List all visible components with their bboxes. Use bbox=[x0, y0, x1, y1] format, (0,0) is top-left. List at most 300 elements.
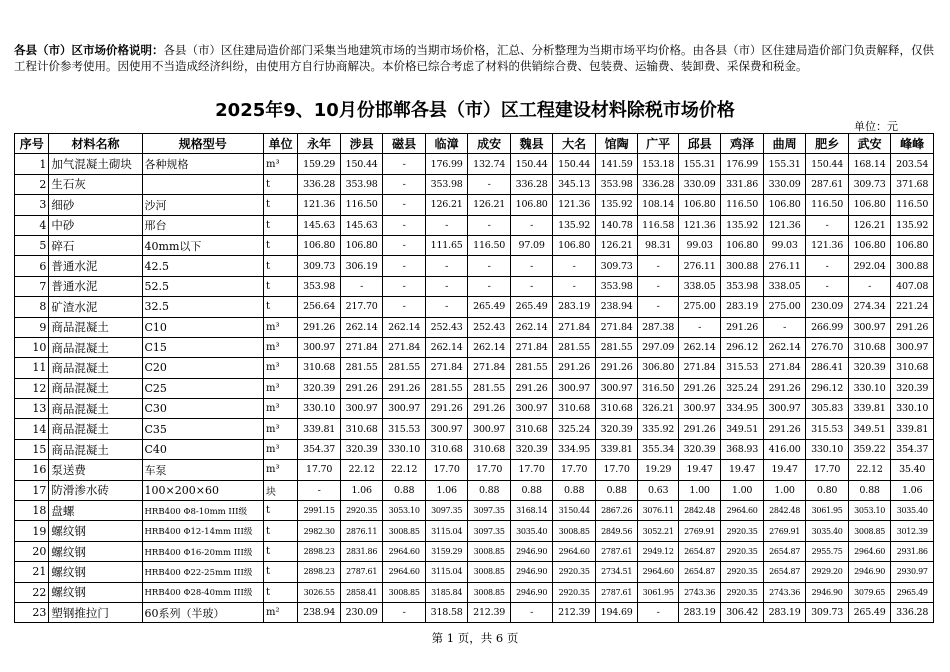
price-cell: 1.00 bbox=[721, 480, 764, 500]
spec-model: C25 bbox=[142, 378, 263, 398]
price-cell: 300.97 bbox=[848, 317, 891, 337]
price-cell: 281.55 bbox=[595, 337, 638, 357]
table-row bbox=[15, 256, 934, 276]
price-cell: 2920.35 bbox=[553, 582, 596, 602]
price-cell: 291.26 bbox=[763, 419, 806, 439]
price-cell: 141.59 bbox=[595, 154, 638, 174]
price-cell: 2842.48 bbox=[678, 501, 721, 521]
price-cell: 310.68 bbox=[340, 419, 383, 439]
price-cell: 116.50 bbox=[721, 195, 764, 215]
price-cell: 1.06 bbox=[891, 480, 934, 500]
price-cell: 339.81 bbox=[595, 439, 638, 459]
price-cell: - bbox=[763, 317, 806, 337]
price-cell: 271.84 bbox=[340, 337, 383, 357]
material-name: 中砂 bbox=[49, 215, 142, 235]
price-cell: 315.53 bbox=[383, 419, 426, 439]
table-row bbox=[15, 378, 934, 398]
unit-label: 单位：元 bbox=[854, 120, 898, 133]
unit-cell: t bbox=[263, 195, 297, 215]
price-cell: 3115.04 bbox=[425, 521, 468, 541]
material-name: 商品混凝土 bbox=[49, 378, 142, 398]
spec-model: C20 bbox=[142, 358, 263, 378]
material-name: 商品混凝土 bbox=[49, 337, 142, 357]
price-cell: - bbox=[468, 174, 511, 194]
price-cell: 291.26 bbox=[763, 378, 806, 398]
price-cell: 2931.86 bbox=[891, 541, 934, 561]
price-cell: 2964.60 bbox=[383, 562, 426, 582]
unit-cell: t bbox=[263, 541, 297, 561]
price-cell: 145.63 bbox=[298, 215, 341, 235]
price-cell: - bbox=[806, 276, 849, 296]
price-cell: 310.68 bbox=[510, 419, 553, 439]
price-cell: 3079.65 bbox=[848, 582, 891, 602]
price-cell: 217.70 bbox=[340, 297, 383, 317]
price-cell: 300.97 bbox=[595, 378, 638, 398]
price-cell: 2920.35 bbox=[553, 562, 596, 582]
price-cell: 3115.04 bbox=[425, 562, 468, 582]
price-cell: 0.88 bbox=[553, 480, 596, 500]
price-cell: 291.26 bbox=[721, 317, 764, 337]
price-cell: 155.31 bbox=[678, 154, 721, 174]
price-cell: 339.81 bbox=[848, 399, 891, 419]
price-cell: - bbox=[383, 174, 426, 194]
table-row bbox=[15, 337, 934, 357]
price-cell: 353.98 bbox=[721, 276, 764, 296]
price-cell: 150.44 bbox=[510, 154, 553, 174]
price-cell: 3035.40 bbox=[891, 501, 934, 521]
price-cell: 116.58 bbox=[638, 215, 678, 235]
material-name: 生石灰 bbox=[49, 174, 142, 194]
price-cell: 300.97 bbox=[678, 399, 721, 419]
spec-model: 60系列（半玻） bbox=[142, 602, 263, 622]
price-cell: 0.88 bbox=[848, 480, 891, 500]
spec-model: HRB400 Φ8-10mm III级 bbox=[142, 501, 263, 521]
price-cell: 0.63 bbox=[638, 480, 678, 500]
table-row bbox=[15, 358, 934, 378]
price-cell: 2946.90 bbox=[510, 582, 553, 602]
price-cell: 297.09 bbox=[638, 337, 678, 357]
price-cell: 2734.51 bbox=[595, 562, 638, 582]
column-header: 材料名称 bbox=[49, 134, 142, 154]
price-cell: - bbox=[468, 256, 511, 276]
material-name: 商品混凝土 bbox=[49, 358, 142, 378]
price-cell: 17.70 bbox=[553, 460, 596, 480]
column-header: 临漳 bbox=[425, 134, 468, 154]
page-title: 2025年9、10月份邯郸各县（市）区工程建设材料除税市场价格 bbox=[215, 100, 735, 121]
price-cell: 168.14 bbox=[848, 154, 891, 174]
price-cell: - bbox=[638, 276, 678, 296]
unit-cell: t bbox=[263, 582, 297, 602]
price-cell: 371.68 bbox=[891, 174, 934, 194]
price-cell: 97.09 bbox=[510, 235, 553, 255]
price-cell: 19.47 bbox=[721, 460, 764, 480]
price-cell: 334.95 bbox=[553, 439, 596, 459]
price-cell: 265.49 bbox=[848, 602, 891, 622]
unit-cell: m³ bbox=[263, 358, 297, 378]
price-cell: 281.55 bbox=[553, 337, 596, 357]
price-cell: 252.43 bbox=[425, 317, 468, 337]
table-row bbox=[15, 602, 934, 622]
price-cell: 2849.56 bbox=[595, 521, 638, 541]
unit-cell: m³ bbox=[263, 154, 297, 174]
price-cell: 108.14 bbox=[638, 195, 678, 215]
price-cell: - bbox=[806, 256, 849, 276]
unit-cell: m³ bbox=[263, 439, 297, 459]
price-cell: 116.50 bbox=[468, 235, 511, 255]
price-cell: 0.88 bbox=[383, 480, 426, 500]
material-name: 商品混凝土 bbox=[49, 419, 142, 439]
price-cell: 283.19 bbox=[553, 297, 596, 317]
price-cell: 275.00 bbox=[763, 297, 806, 317]
price-cell: - bbox=[425, 215, 468, 235]
price-cell: - bbox=[638, 256, 678, 276]
price-cell: 283.19 bbox=[721, 297, 764, 317]
price-cell: 2743.36 bbox=[763, 582, 806, 602]
price-cell: - bbox=[510, 215, 553, 235]
row-number: 2 bbox=[15, 174, 49, 194]
price-cell: 2955.75 bbox=[806, 541, 849, 561]
row-number: 15 bbox=[15, 439, 49, 459]
price-cell: 121.36 bbox=[763, 215, 806, 235]
price-cell: 106.80 bbox=[763, 195, 806, 215]
material-name: 细砂 bbox=[49, 195, 142, 215]
price-cell: 106.80 bbox=[848, 235, 891, 255]
price-cell: 3008.85 bbox=[383, 521, 426, 541]
price-cell: 2929.20 bbox=[806, 562, 849, 582]
price-cell: 106.80 bbox=[340, 235, 383, 255]
material-name: 螺纹钢 bbox=[49, 541, 142, 561]
spec-model: 邢台 bbox=[142, 215, 263, 235]
price-cell: 0.88 bbox=[510, 480, 553, 500]
price-cell: 2949.12 bbox=[638, 541, 678, 561]
price-cell: 194.69 bbox=[595, 602, 638, 622]
price-cell: 336.28 bbox=[891, 602, 934, 622]
price-cell: 3052.21 bbox=[638, 521, 678, 541]
price-cell: 0.88 bbox=[468, 480, 511, 500]
price-cell: 153.18 bbox=[638, 154, 678, 174]
price-cell: - bbox=[510, 256, 553, 276]
price-cell: 310.68 bbox=[848, 337, 891, 357]
column-header: 序号 bbox=[15, 134, 49, 154]
material-name: 矿渣水泥 bbox=[49, 297, 142, 317]
row-number: 7 bbox=[15, 276, 49, 296]
unit-cell: t bbox=[263, 501, 297, 521]
price-cell: 338.05 bbox=[678, 276, 721, 296]
price-cell: 176.99 bbox=[425, 154, 468, 174]
material-name: 加气混凝土砌块 bbox=[49, 154, 142, 174]
price-cell: 291.26 bbox=[891, 317, 934, 337]
price-cell: 3097.35 bbox=[468, 501, 511, 521]
price-cell: 221.24 bbox=[891, 297, 934, 317]
column-header: 单位 bbox=[263, 134, 297, 154]
price-cell: 271.84 bbox=[553, 317, 596, 337]
price-cell: 286.41 bbox=[806, 358, 849, 378]
price-cell: 3008.85 bbox=[468, 562, 511, 582]
material-name: 塑钢推拉门 bbox=[49, 602, 142, 622]
material-name: 商品混凝土 bbox=[49, 399, 142, 419]
price-cell: 106.80 bbox=[510, 195, 553, 215]
price-cell: 238.94 bbox=[298, 602, 341, 622]
spec-model: HRB400 Φ12-14mm III级 bbox=[142, 521, 263, 541]
price-cell: 3076.11 bbox=[638, 501, 678, 521]
price-cell: 17.70 bbox=[806, 460, 849, 480]
price-cell: 150.44 bbox=[553, 154, 596, 174]
price-cell: 309.73 bbox=[848, 174, 891, 194]
column-header: 峰峰 bbox=[891, 134, 934, 154]
price-cell: 2946.90 bbox=[848, 562, 891, 582]
spec-model: 52.5 bbox=[142, 276, 263, 296]
price-cell: 1.06 bbox=[340, 480, 383, 500]
unit-cell: t bbox=[263, 297, 297, 317]
price-cell: - bbox=[806, 215, 849, 235]
material-name: 螺纹钢 bbox=[49, 562, 142, 582]
price-cell: 300.97 bbox=[340, 399, 383, 419]
price-cell: 252.43 bbox=[468, 317, 511, 337]
price-cell: - bbox=[383, 602, 426, 622]
row-number: 12 bbox=[15, 378, 49, 398]
price-cell: 354.37 bbox=[298, 439, 341, 459]
price-cell: 320.39 bbox=[298, 378, 341, 398]
price-cell: 320.39 bbox=[848, 358, 891, 378]
spec-model: HRB400 Φ28-40mm III级 bbox=[142, 582, 263, 602]
price-cell: 283.19 bbox=[763, 602, 806, 622]
price-cell: 2982.30 bbox=[298, 521, 341, 541]
column-header: 磁县 bbox=[383, 134, 426, 154]
price-cell: 300.97 bbox=[468, 419, 511, 439]
price-cell: 291.26 bbox=[425, 399, 468, 419]
price-cell: 353.98 bbox=[425, 174, 468, 194]
price-cell: 265.49 bbox=[468, 297, 511, 317]
price-cell: 19.29 bbox=[638, 460, 678, 480]
table-row bbox=[15, 276, 934, 296]
price-cell: 353.98 bbox=[595, 276, 638, 296]
price-cell: 345.13 bbox=[553, 174, 596, 194]
spec-model: C10 bbox=[142, 317, 263, 337]
price-cell: 99.03 bbox=[763, 235, 806, 255]
price-cell: 271.84 bbox=[678, 358, 721, 378]
row-number: 21 bbox=[15, 562, 49, 582]
price-cell: 276.11 bbox=[763, 256, 806, 276]
spec-model: 32.5 bbox=[142, 297, 263, 317]
price-cell: 320.39 bbox=[678, 439, 721, 459]
row-number: 23 bbox=[15, 602, 49, 622]
table-row bbox=[15, 582, 934, 602]
row-number: 16 bbox=[15, 460, 49, 480]
price-cell: 300.97 bbox=[891, 337, 934, 357]
price-cell: 135.92 bbox=[891, 215, 934, 235]
price-cell: 230.09 bbox=[340, 602, 383, 622]
price-cell: 3185.84 bbox=[425, 582, 468, 602]
price-cell: 106.80 bbox=[298, 235, 341, 255]
price-cell: - bbox=[510, 276, 553, 296]
price-cell: 3053.10 bbox=[383, 501, 426, 521]
price-cell: 315.53 bbox=[721, 358, 764, 378]
price-cell: 116.50 bbox=[891, 195, 934, 215]
column-header: 馆陶 bbox=[595, 134, 638, 154]
table-row bbox=[15, 154, 934, 174]
column-header: 魏县 bbox=[510, 134, 553, 154]
price-cell: - bbox=[383, 235, 426, 255]
price-cell: 3008.85 bbox=[383, 582, 426, 602]
price-cell: 291.26 bbox=[595, 358, 638, 378]
price-cell: 256.64 bbox=[298, 297, 341, 317]
price-cell: 291.26 bbox=[298, 317, 341, 337]
price-cell: 2920.35 bbox=[340, 501, 383, 521]
price-cell: 271.84 bbox=[763, 358, 806, 378]
price-cell: 320.39 bbox=[595, 419, 638, 439]
row-number: 10 bbox=[15, 337, 49, 357]
material-name: 普通水泥 bbox=[49, 276, 142, 296]
unit-cell: m³ bbox=[263, 317, 297, 337]
price-cell: - bbox=[383, 195, 426, 215]
price-cell: 2654.87 bbox=[678, 562, 721, 582]
unit-cell: m³ bbox=[263, 419, 297, 439]
price-cell: 339.81 bbox=[891, 419, 934, 439]
price-cell: 135.92 bbox=[595, 195, 638, 215]
price-cell: 300.88 bbox=[721, 256, 764, 276]
price-cell: 354.37 bbox=[891, 439, 934, 459]
price-cell: - bbox=[383, 154, 426, 174]
price-cell: 2769.91 bbox=[763, 521, 806, 541]
price-cell: 325.24 bbox=[553, 419, 596, 439]
price-cell: - bbox=[638, 297, 678, 317]
table-row bbox=[15, 215, 934, 235]
price-cell: 22.12 bbox=[340, 460, 383, 480]
price-cell: 2867.26 bbox=[595, 501, 638, 521]
price-cell: - bbox=[383, 215, 426, 235]
price-cell: 1.00 bbox=[678, 480, 721, 500]
price-cell: 271.84 bbox=[595, 317, 638, 337]
price-cell: 306.80 bbox=[638, 358, 678, 378]
price-cell: 309.73 bbox=[806, 602, 849, 622]
price-cell: 315.53 bbox=[806, 419, 849, 439]
price-cell: 3035.40 bbox=[806, 521, 849, 541]
price-cell: 126.21 bbox=[848, 215, 891, 235]
price-cell: 3053.10 bbox=[848, 501, 891, 521]
unit-cell: m³ bbox=[263, 399, 297, 419]
price-cell: 2965.49 bbox=[891, 582, 934, 602]
price-cell: 296.12 bbox=[806, 378, 849, 398]
price-cell: 300.97 bbox=[425, 419, 468, 439]
price-cell: 3008.85 bbox=[848, 521, 891, 541]
price-cell: 320.39 bbox=[510, 439, 553, 459]
price-cell: 325.24 bbox=[721, 378, 764, 398]
price-cell: 132.74 bbox=[468, 154, 511, 174]
price-cell: 300.97 bbox=[553, 378, 596, 398]
price-cell: 17.70 bbox=[510, 460, 553, 480]
price-cell: 2920.35 bbox=[721, 562, 764, 582]
price-cell: 271.84 bbox=[468, 358, 511, 378]
price-cell: 2964.60 bbox=[721, 501, 764, 521]
price-cell: 2842.48 bbox=[763, 501, 806, 521]
price-cell: 336.28 bbox=[510, 174, 553, 194]
spec-model: HRB400 Φ16-20mm III级 bbox=[142, 541, 263, 561]
unit-cell: m³ bbox=[263, 460, 297, 480]
price-cell: - bbox=[425, 276, 468, 296]
price-cell: 368.93 bbox=[721, 439, 764, 459]
price-cell: - bbox=[340, 276, 383, 296]
table-row bbox=[15, 562, 934, 582]
price-cell: 300.97 bbox=[763, 399, 806, 419]
material-name: 螺纹钢 bbox=[49, 582, 142, 602]
material-name: 螺纹钢 bbox=[49, 521, 142, 541]
price-cell: 2920.35 bbox=[721, 582, 764, 602]
spec-model: 沙河 bbox=[142, 195, 263, 215]
price-cell: - bbox=[383, 276, 426, 296]
price-cell: 3097.35 bbox=[425, 501, 468, 521]
price-cell: 2769.91 bbox=[678, 521, 721, 541]
unit-cell: m² bbox=[263, 602, 297, 622]
price-cell: 212.39 bbox=[553, 602, 596, 622]
price-cell: - bbox=[510, 602, 553, 622]
price-cell: - bbox=[848, 276, 891, 296]
price-cell: 135.92 bbox=[721, 215, 764, 235]
price-cell: 116.50 bbox=[340, 195, 383, 215]
price-cell: 318.58 bbox=[425, 602, 468, 622]
column-header: 曲周 bbox=[763, 134, 806, 154]
price-cell: 2964.60 bbox=[848, 541, 891, 561]
row-number: 1 bbox=[15, 154, 49, 174]
price-cell: 353.98 bbox=[595, 174, 638, 194]
price-cell: 0.88 bbox=[595, 480, 638, 500]
price-cell: 2964.60 bbox=[383, 541, 426, 561]
price-cell: 355.34 bbox=[638, 439, 678, 459]
price-cell: 281.55 bbox=[340, 358, 383, 378]
price-cell: 121.36 bbox=[298, 195, 341, 215]
price-cell: 106.80 bbox=[678, 195, 721, 215]
price-cell: 310.68 bbox=[298, 358, 341, 378]
price-cell: 353.98 bbox=[340, 174, 383, 194]
price-cell: 330.10 bbox=[383, 439, 426, 459]
price-cell: 281.55 bbox=[425, 378, 468, 398]
price-cell: 281.55 bbox=[468, 378, 511, 398]
price-note-label: 各县（市）区市场价格说明： bbox=[14, 43, 164, 57]
price-cell: 2654.87 bbox=[763, 562, 806, 582]
price-cell: 271.84 bbox=[383, 337, 426, 357]
unit-cell: t bbox=[263, 256, 297, 276]
table-row bbox=[15, 399, 934, 419]
price-cell: 326.21 bbox=[638, 399, 678, 419]
price-cell: 276.11 bbox=[678, 256, 721, 276]
price-cell: 3008.85 bbox=[468, 582, 511, 602]
price-cell: 262.14 bbox=[468, 337, 511, 357]
row-number: 13 bbox=[15, 399, 49, 419]
price-cell: 291.26 bbox=[383, 378, 426, 398]
unit-cell: m³ bbox=[263, 337, 297, 357]
price-cell: 121.36 bbox=[678, 215, 721, 235]
row-number: 14 bbox=[15, 419, 49, 439]
price-cell: - bbox=[425, 297, 468, 317]
column-header: 涉县 bbox=[340, 134, 383, 154]
table-row bbox=[15, 174, 934, 194]
price-cell: 17.70 bbox=[595, 460, 638, 480]
column-header: 鸡泽 bbox=[721, 134, 764, 154]
price-cell: 359.22 bbox=[848, 439, 891, 459]
price-cell: 238.94 bbox=[595, 297, 638, 317]
price-cell: 275.00 bbox=[678, 297, 721, 317]
material-name: 碎石 bbox=[49, 235, 142, 255]
price-cell: 2991.15 bbox=[298, 501, 341, 521]
price-cell: 1.00 bbox=[763, 480, 806, 500]
price-cell: 203.54 bbox=[891, 154, 934, 174]
price-cell: 309.73 bbox=[595, 256, 638, 276]
price-cell: 159.29 bbox=[298, 154, 341, 174]
column-header: 武安 bbox=[848, 134, 891, 154]
row-number: 22 bbox=[15, 582, 49, 602]
price-cell: 291.26 bbox=[678, 419, 721, 439]
price-cell: 271.84 bbox=[510, 337, 553, 357]
price-cell: 126.21 bbox=[595, 235, 638, 255]
